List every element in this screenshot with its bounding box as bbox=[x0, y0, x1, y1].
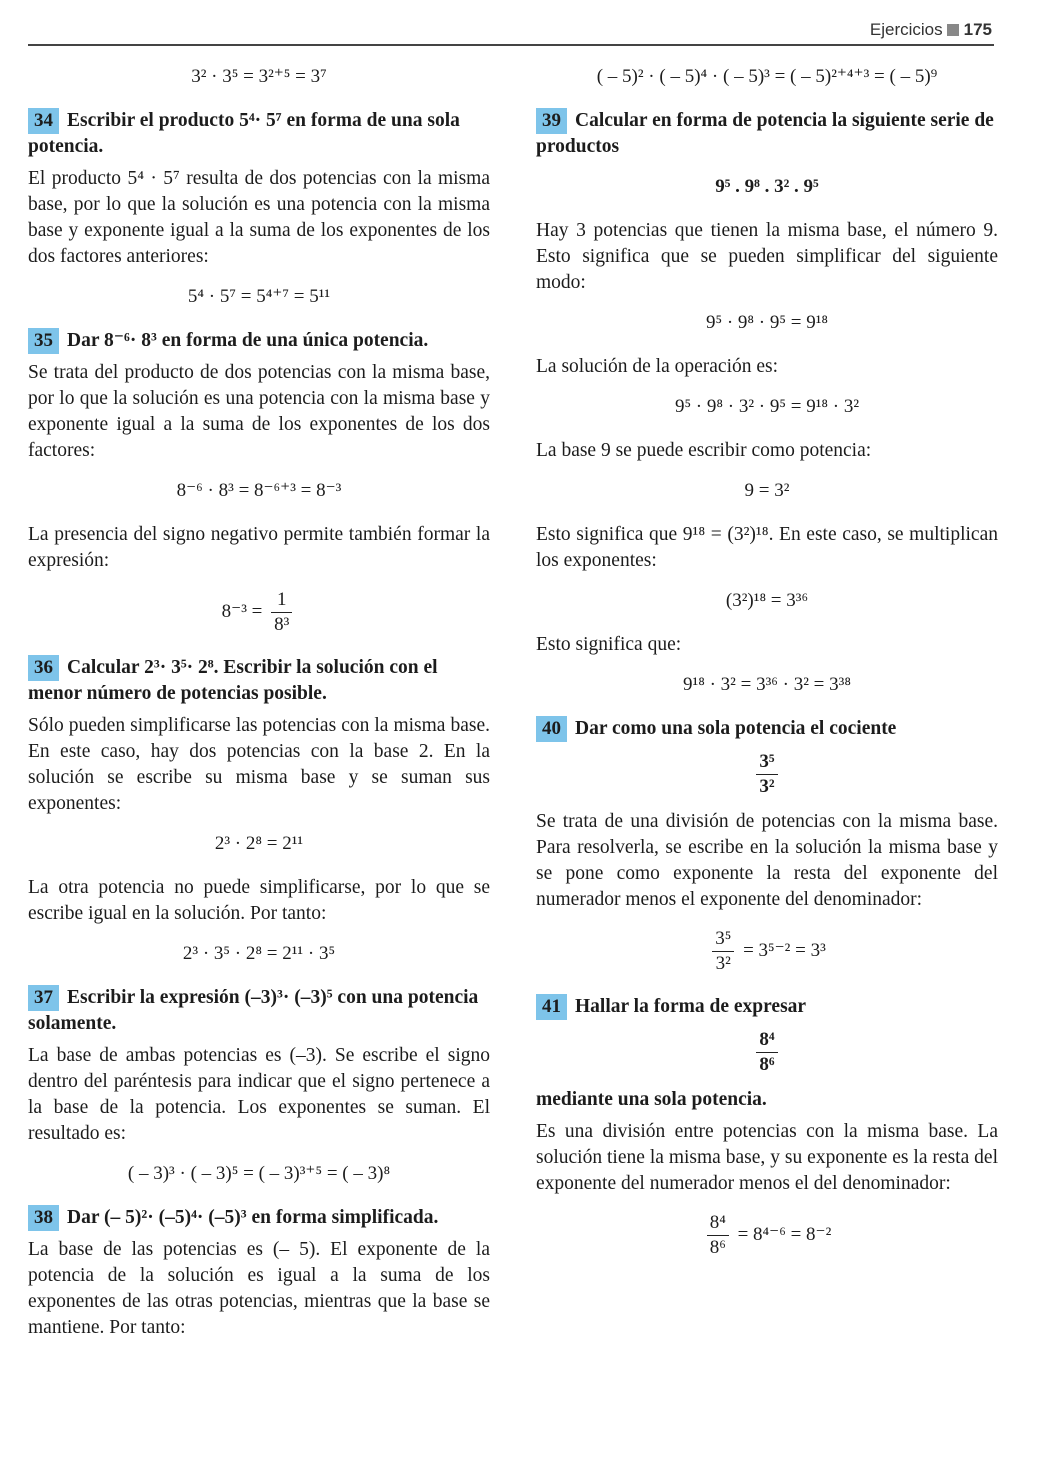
paragraph: Esto significa que: bbox=[536, 634, 682, 655]
paragraph: Sólo pueden simplificarse las potencias con la misma base. En este caso, hay dos potencias con la base 2. En la solución se escribe su misma base y se suman sus exponentes: bbox=[28, 715, 490, 814]
paragraph: Es una división entre potencias con la misma base. La solución tiene la misma base, y su exponente es la resta del exponente del numerador menos el del denominador: bbox=[536, 1121, 998, 1194]
equation: 9¹⁸ · 3² = 3³⁶ · 3² = 3³⁸ bbox=[683, 674, 851, 695]
equation-rhs: = 8⁴⁻⁶ = 8⁻² bbox=[737, 1223, 832, 1245]
exercise-number-badge: 35 bbox=[28, 328, 59, 354]
denominator: 8⁶ bbox=[759, 1054, 775, 1075]
numerator: 3⁵ bbox=[712, 927, 734, 952]
exercise-number-badge: 36 bbox=[28, 655, 59, 681]
paragraph: El producto 5⁴ · 5⁷ resulta de dos potencias con la misma base, por lo que la solución es una potencia con la misma base y exponente igual a la suma de los exponentes de los dos factores anteriores: bbox=[28, 168, 490, 267]
equation: 2³ · 2⁸ = 2¹¹ bbox=[214, 833, 304, 854]
paragraph: Hay 3 potencias que tienen la misma base, el número 9. Esto significa que se pueden simplificar del siguiente modo: bbox=[536, 220, 998, 293]
denominator: 8³ bbox=[274, 614, 290, 635]
paragraph: La base de ambas potencias es (–3). Se escribe el signo dentro del paréntesis para indicar que el signo pertenece a la base de la potencia. Los exponentes se suman. El resultado es: bbox=[28, 1045, 490, 1144]
fraction bbox=[756, 1028, 777, 1077]
exercise-41-subtitle: mediante una sola potencia. bbox=[536, 1089, 767, 1110]
paragraph: Se trata de una división de potencias con la misma base. Para resolverla, se escribe en la solución la misma base y se pone como exponente la resta del exponente del numerador menos el exponente del denominador: bbox=[536, 811, 998, 910]
exercise-41-title bbox=[536, 994, 998, 1020]
paragraph: Se trata del producto de dos potencias con la misma base, por lo que la solución es una potencia con la misma base y exponente igual a la suma de los exponentes de los dos factores: bbox=[28, 362, 490, 461]
numerator: 1 bbox=[271, 588, 292, 613]
exercise-title-text: Escribir el producto 5⁴· 5⁷ en forma de una sola potencia. bbox=[28, 110, 460, 157]
equation: ( – 3)³ · ( – 3)⁵ = ( – 3)³⁺⁵ = ( – 3)⁸ bbox=[127, 1163, 391, 1184]
square-icon bbox=[947, 24, 959, 36]
exercise-40-title bbox=[536, 716, 998, 742]
equation: 9⁵ · 9⁸ · 3² · 9⁵ = 9¹⁸ · 3² bbox=[674, 396, 860, 417]
exercise-37-title bbox=[28, 985, 490, 1037]
exercise-number-badge: 39 bbox=[536, 108, 567, 134]
exercise-number-badge: 38 bbox=[28, 1205, 59, 1231]
fraction bbox=[756, 750, 777, 799]
paragraph: La solución de la operación es: bbox=[536, 356, 779, 377]
exercise-38-title bbox=[28, 1205, 490, 1231]
exercise-35-title bbox=[28, 328, 490, 354]
fraction bbox=[707, 1211, 729, 1260]
equation: (3²)¹⁸ = 3³⁶ bbox=[725, 590, 809, 611]
equation-rhs: = 3⁵⁻² = 3³ bbox=[743, 939, 826, 961]
equation: 9 = 3² bbox=[744, 480, 790, 501]
denominator: 3² bbox=[715, 953, 731, 974]
exercise-title-text: Escribir la expresión (–3)³· (–3)⁵ con una potencia solamente. bbox=[28, 987, 479, 1034]
section-title: Ejercicios bbox=[869, 20, 943, 39]
left-column bbox=[28, 60, 490, 1347]
exercise-number-badge: 40 bbox=[536, 716, 567, 742]
paragraph: La base de las potencias es (– 5). El exponente de la potencia de la solución es igual a la suma de los exponentes de las otras potencias, mientras que la base se mantiene. Por tanto: bbox=[28, 1239, 490, 1338]
exercise-title-text: Hallar la forma de expresar bbox=[575, 996, 807, 1017]
exercise-39-title bbox=[536, 108, 998, 160]
paragraph: La base 9 se puede escribir como potencia: bbox=[536, 440, 872, 461]
exercise-title-text: Dar como una sola potencia el cociente bbox=[575, 718, 897, 739]
paragraph: La presencia del signo negativo permite también formar la expresión: bbox=[28, 524, 490, 571]
exercise-title-text: Calcular en forma de potencia la siguiente serie de productos bbox=[536, 110, 994, 157]
exercise-title-text: Dar 8⁻⁶· 8³ en forma de una única potencia. bbox=[67, 330, 429, 351]
paragraph: La otra potencia no puede simplificarse, por lo que se escribe igual en la solución. Por tanto: bbox=[28, 877, 490, 924]
numerator: 3⁵ bbox=[756, 750, 777, 775]
equation: 3² · 3⁵ = 3²⁺⁵ = 3⁷ bbox=[191, 66, 327, 87]
equation: 2³ · 3⁵ · 2⁸ = 2¹¹ · 3⁵ bbox=[182, 943, 336, 964]
exercise-number-badge: 41 bbox=[536, 994, 567, 1020]
paragraph: Esto significa que 9¹⁸ = (3²)¹⁸. En este caso, se multiplican los exponentes: bbox=[536, 524, 998, 571]
fraction-equation bbox=[536, 927, 998, 976]
equation-lhs: 8⁻³ = bbox=[221, 600, 263, 622]
equation: 9⁵ · 9⁸ · 9⁵ = 9¹⁸ bbox=[705, 312, 829, 333]
right-column bbox=[536, 60, 998, 1278]
equation: 5⁴ · 5⁷ = 5⁴⁺⁷ = 5¹¹ bbox=[187, 286, 331, 307]
denominator: 8⁶ bbox=[709, 1237, 726, 1258]
exercise-number-badge: 34 bbox=[28, 108, 59, 134]
exercise-34-title bbox=[28, 108, 490, 160]
fraction-equation bbox=[536, 750, 998, 799]
fraction bbox=[712, 927, 734, 976]
exercise-number-badge: 37 bbox=[28, 985, 59, 1011]
exercise-title-text: Calcular 2³· 3⁵· 2⁸. Escribir la solución con el menor número de potencias posible. bbox=[28, 657, 438, 704]
equation: ( – 5)² · ( – 5)⁴ · ( – 5)³ = ( – 5)²⁺⁴⁺³ = ( – 5)⁹ bbox=[596, 66, 938, 87]
equation: 8⁻⁶ · 8³ = 8⁻⁶⁺³ = 8⁻³ bbox=[176, 480, 342, 501]
fraction-equation bbox=[536, 1028, 998, 1077]
exercise-title-text: Dar (– 5)²· (–5)⁴· (–5)³ en forma simplificada. bbox=[67, 1207, 439, 1228]
fraction-equation bbox=[28, 588, 490, 637]
equation: 9⁵ . 9⁸ . 3² . 9⁵ bbox=[715, 176, 819, 197]
header-right bbox=[870, 20, 992, 40]
denominator: 3² bbox=[759, 776, 775, 797]
numerator: 8⁴ bbox=[707, 1211, 729, 1236]
exercise-36-title bbox=[28, 655, 490, 707]
page-number: 175 bbox=[963, 20, 992, 39]
page-header bbox=[28, 14, 994, 46]
numerator: 8⁴ bbox=[756, 1028, 777, 1053]
fraction-equation bbox=[536, 1211, 998, 1260]
fraction bbox=[271, 588, 292, 637]
